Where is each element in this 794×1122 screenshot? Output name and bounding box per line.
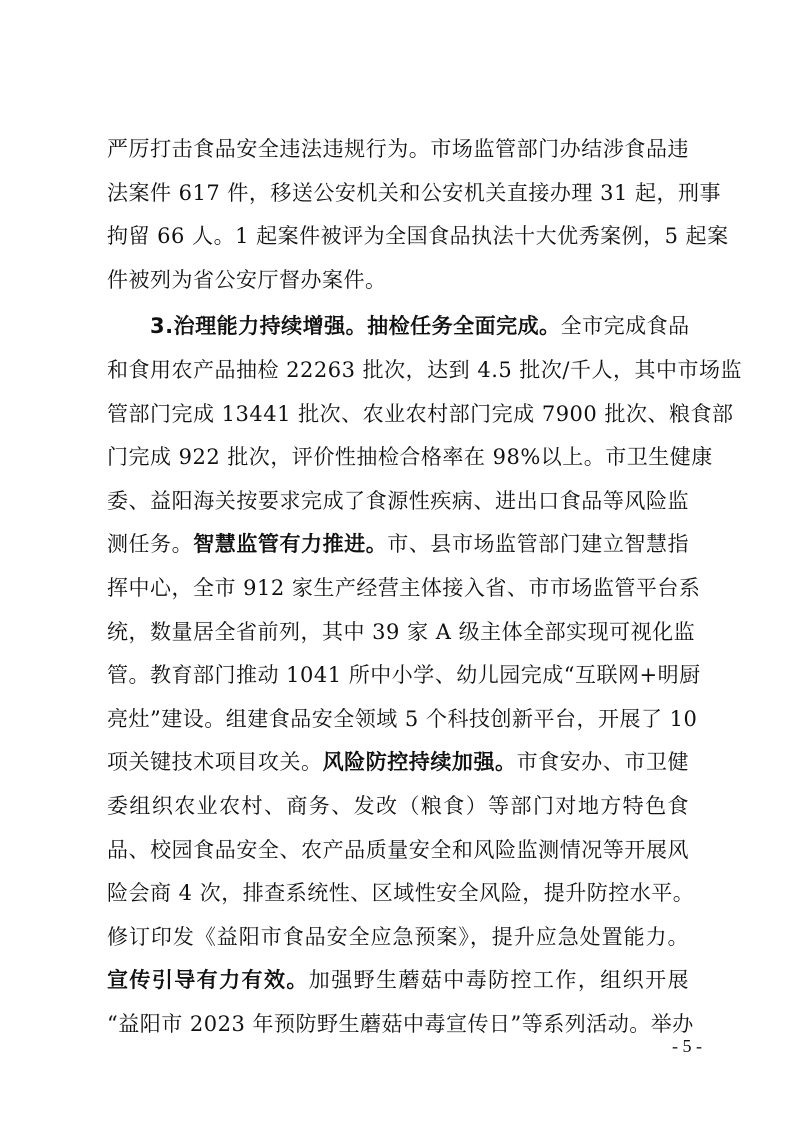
body-text: 亮灶”建设。组建食品安全领域 5 个科技创新平台，开展了 10 [107, 706, 698, 731]
paragraph-2-line-12 [107, 785, 689, 827]
body-text: 统，数量居全省前列，其中 39 家 A 级主体全部实现可视化监 [107, 619, 696, 644]
paragraph-2-line-17 [107, 1003, 694, 1045]
body-text: 加强野生蘑菇中毒防控工作，组织开展 [308, 968, 689, 993]
paragraph-2-line-16 [107, 959, 689, 1001]
paragraph-1-line-3 [107, 215, 729, 257]
paragraph-2-line-1 [107, 305, 689, 347]
paragraph-1-line-1 [107, 128, 689, 170]
body-text: 挥中心，全市 912 家生产经营主体接入省、市市场监管平台系 [107, 576, 701, 600]
body-text: 管。教育部门推动 1041 所中小学、幼儿园完成“互联网+明厨 [107, 663, 701, 688]
paragraph-2-line-11 [107, 741, 689, 783]
body-text: 管部门完成 13441 批次、农业农村部门完成 7900 批次、粮食部 [107, 401, 734, 426]
bold-heading-text: 智慧监管有力推进。 [193, 532, 388, 557]
body-text: 严厉打击食品安全违法违规行为。市场监管部门办结涉食品违 [107, 137, 689, 161]
paragraph-2-line-14 [107, 872, 695, 914]
body-text: 市、县市场监管部门建立智慧指 [387, 532, 690, 557]
body-text: 拘留 66 人。1 起案件被评为全国食品执法十大优秀案例，5 起案 [107, 224, 729, 249]
paragraph-2-line-4 [107, 436, 713, 478]
body-text: 测任务。 [107, 532, 194, 557]
body-text: 全市完成食品 [560, 314, 690, 339]
paragraph-2-line-3 [107, 393, 734, 435]
body-text: 门完成 922 批次，评价性抽检合格率在 98%以上。市卫生健康 [107, 445, 713, 470]
body-text: 和食用农产品抽检 22263 批次，达到 4.5 批次/千人，其中市场监 [107, 358, 742, 382]
paragraph-2-line-6 [107, 523, 689, 565]
body-text: 险会商 4 次，排查系统性、区域性安全风险，提升防控水平。 [107, 881, 695, 906]
body-text: 法案件 617 件，移送公安机关和公安机关直接办理 31 起，刑事 [107, 180, 722, 205]
body-text: 市食安办、市卫健 [516, 750, 690, 775]
body-text: 委、益阳海关按要求完成了食源性疾病、进出口食品等风险监 [107, 488, 689, 513]
bold-heading-text: 风险防控持续加强。 [322, 750, 517, 775]
bold-heading-text: 宣传引导有力有效。 [107, 968, 309, 993]
body-text: 委组织农业农村、商务、发改（粮食）等部门对地方特色食 [107, 794, 689, 818]
paragraph-2-line-10 [107, 698, 698, 740]
paragraph-2-line-13 [107, 829, 689, 871]
paragraph-2-line-2 [107, 349, 742, 391]
body-text: 项关键技术项目攻关。 [107, 750, 323, 775]
bold-heading-text: 3.治理能力持续增强。抽检任务全面完成。 [150, 314, 561, 339]
body-text: 件被列为省公安厅督办案件。 [107, 267, 387, 292]
paragraph-1-line-2 [107, 172, 722, 214]
body-text: 品、校园食品安全、农产品质量安全和风险监测情况等开展风 [107, 837, 689, 862]
paragraph-2-line-7 [107, 567, 701, 609]
paragraph-2-line-5 [107, 480, 689, 522]
body-text: 修订印发《益阳市食品安全应急预案》，提升应急处置能力。 [107, 924, 689, 949]
paragraph-1-line-4 [107, 259, 689, 301]
paragraph-2-line-15 [107, 916, 689, 958]
paragraph-2-line-9 [107, 654, 701, 696]
body-text: “益阳市 2023 年预防野生蘑菇中毒宣传日”等系列活动。举办 [107, 1012, 694, 1036]
page-number: - 5 - [672, 1036, 702, 1056]
paragraph-2-line-8 [107, 611, 696, 653]
